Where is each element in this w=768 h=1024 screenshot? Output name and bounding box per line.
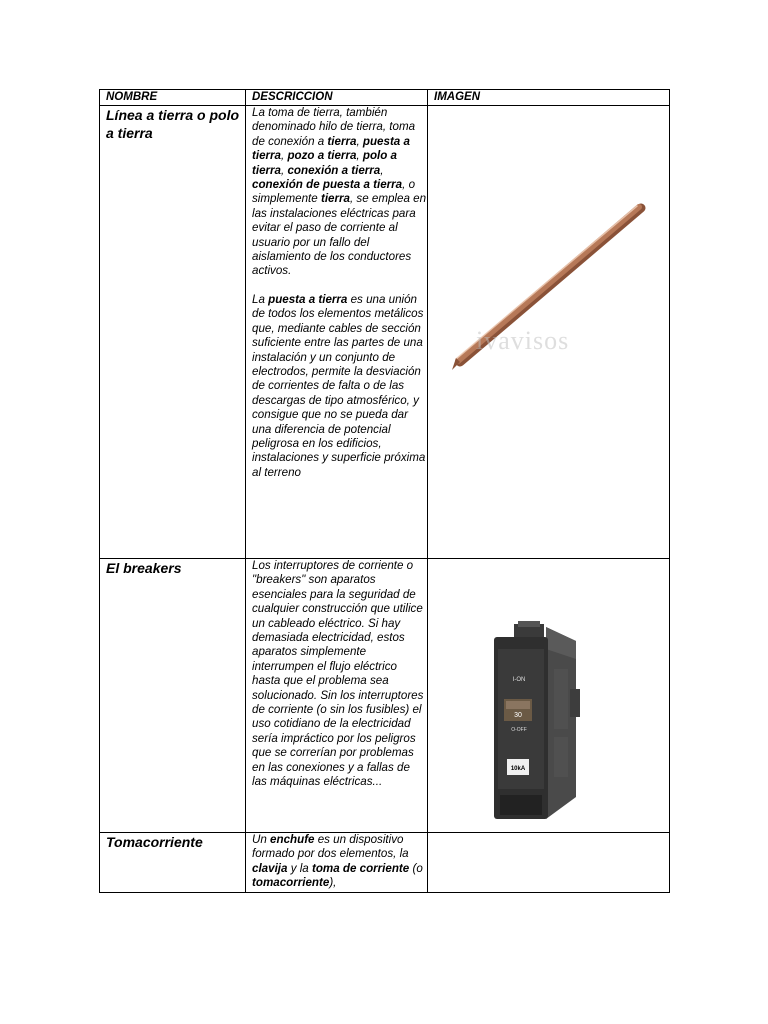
bold-term: enchufe xyxy=(270,833,315,846)
bold-term: clavija xyxy=(252,861,288,875)
text-run: es un dispositivo formado por dos elementos, la xyxy=(252,833,409,861)
bold-term: puesta a tierra xyxy=(268,292,348,306)
ground-rod-image xyxy=(436,186,664,396)
row-description xyxy=(246,833,428,893)
breaker-amp-label: 30 xyxy=(514,712,522,719)
header-nombre: NOMBRE xyxy=(100,90,246,106)
bold-term: tierra xyxy=(327,134,357,148)
breaker-off-label: O-OFF xyxy=(511,727,527,733)
text-run: y la xyxy=(287,861,312,875)
header-imagen: IMAGEN xyxy=(428,90,670,106)
text-run: , xyxy=(281,163,288,177)
row-image-cell xyxy=(428,559,670,833)
header-descripcion: DESCRICCION xyxy=(246,90,428,106)
row-image-cell xyxy=(428,833,670,893)
bold-term: tomacorriente xyxy=(252,876,330,890)
bold-term: tierra xyxy=(320,192,350,206)
description-paragraph xyxy=(252,559,427,790)
breaker-on-label: I-ON xyxy=(512,677,526,683)
breaker-image xyxy=(486,619,586,829)
table-row xyxy=(100,559,670,833)
breaker-rating-label: 10kA xyxy=(510,766,526,772)
description-paragraph xyxy=(252,106,427,279)
text-run: La toma de tierra, también denominado hilo de tierra, toma de conexión a xyxy=(252,106,416,148)
bold-term: conexión a tierra xyxy=(287,163,381,177)
text-run: Los interruptores de corriente o "breakers" son aparatos esenciales para la seguridad de cualquier construcción que utilice un cableado eléctrico. Si hay demasiada electricidad, estos aparatos simplemente interrumpen el flujo eléctrico hasta que el problema sea solucionado. Sin los interruptores de corriente (o sin los fusibles) el uso cotidiano de la electricidad sería impráctico por los peligros que se correrían por problemas en las conexiones y a fallas de las máquinas eléctricas... xyxy=(252,559,424,789)
description-paragraph xyxy=(252,293,427,480)
image-watermark: ivavisos xyxy=(476,326,570,355)
row-name: Tomacorriente xyxy=(100,833,246,893)
row-name: El breakers xyxy=(100,559,246,833)
header-row xyxy=(100,90,670,106)
text-run: , o simplemente xyxy=(252,178,416,206)
bold-term: pozo a tierra xyxy=(287,149,357,163)
bold-term: conexión de puesta a tierra xyxy=(252,178,403,192)
content-table xyxy=(99,89,670,893)
table-row xyxy=(100,106,670,559)
text-run: (o xyxy=(409,861,423,875)
text-run: ), xyxy=(329,876,337,890)
text-run: , xyxy=(281,149,288,163)
description-paragraph xyxy=(252,833,427,891)
table-row xyxy=(100,833,670,893)
row-description xyxy=(246,106,428,559)
text-run: La xyxy=(252,292,269,306)
bold-term: puesta a tierra xyxy=(252,134,410,163)
row-image-cell xyxy=(428,106,670,559)
text-run: Un xyxy=(252,833,271,846)
text-run: , xyxy=(356,149,363,163)
bold-term: toma de corriente xyxy=(311,861,410,875)
text-run: , se emplea en las instalaciones eléctricas para evitar el paso de corriente al usuario por un fallo del aislamiento de los conductores activos. xyxy=(252,192,427,278)
text-run: , xyxy=(380,163,384,177)
bold-term: polo a tierra xyxy=(252,149,397,177)
row-description xyxy=(246,559,428,833)
text-run: es una unión de todos los elementos metálicos que, mediante cables de sección suficiente entre las partes de una instalación y un conjunto de electrodos, permite la desviación de corrientes de falta o de las descargas de tipo atmosférico, y consigue que no se pueda dar una diferencia de potencial peligrosa en los edificios, instalaciones y superficie próxima al terreno xyxy=(252,292,426,479)
row-name: Línea a tierra o polo a tierra xyxy=(100,106,246,559)
text-run: , xyxy=(356,134,363,148)
